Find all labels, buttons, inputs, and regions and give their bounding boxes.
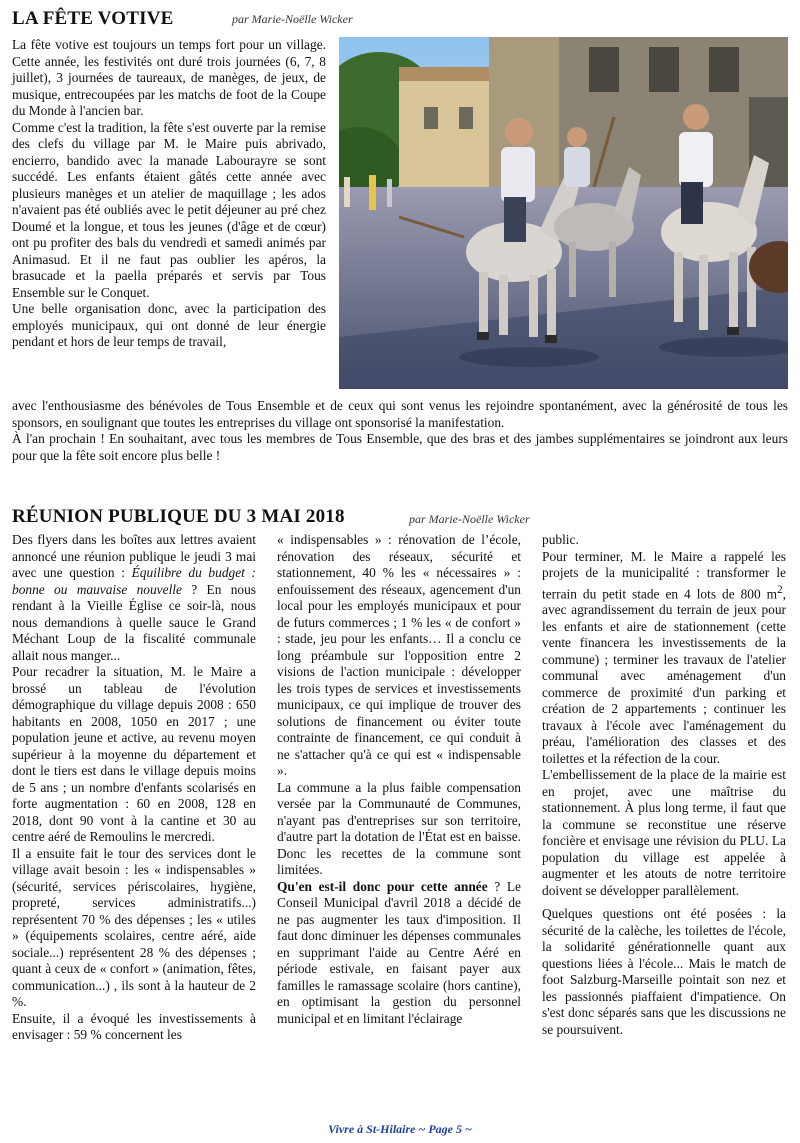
article1-paragraph: Une belle organisation donc, avec la participation des employés municipaux, qui ont donné de leur énergie pendant et hors de leur temps de travail, <box>12 301 326 349</box>
article2-paragraph: public. <box>542 532 579 547</box>
text-run: , avec agrandissement du terrain de jeux pour les enfants et aire de stationnement (cette vente financera les investissements de la commune) ; terminer les travaux de l'atelier communal avec aménagement d'un commerce de proximité d'un parking et création de 2 appartements ; continuer les travaux à l'école avec l'aménagement du préau, l'amélioration des classes et des toilettes et la réfection de la cour. <box>542 585 786 766</box>
subheading: Qu'en est-il donc pour cette année <box>277 878 488 894</box>
article2-paragraph: L'embellissement de la place de la mairie est en projet, avec une maîtrise du stationnement. À plus long terme, il faut que la commune se reconstitue une réserve foncière et envisage une révision du PLU. La population du village est appelée à augmenter et les atouts de notre territoire doivent se développer parallèlement. <box>542 767 786 898</box>
superscript: 2 <box>777 583 783 596</box>
article2-paragraph <box>12 532 256 664</box>
photo-illustration <box>339 37 788 389</box>
article1-paragraph: La fête votive est toujours un temps fort pour un village. Cette année, les festivités ont duré trois journées (6, 7, 8 juillet), 3 journées de taureaux, de manèges, de jeux, de musique, entrecoupées par les matchs de foot de la Coupe du Monde à l'ancien bar. <box>12 37 326 118</box>
article2-paragraph: Ensuite, il a évoqué les investissements à envisager : 59 % concernent les <box>12 1010 256 1042</box>
article2-paragraph: « indispensables » : rénovation de l’école, rénovation des réseaux, sécurité et stationnement, 40 % les « nécessaires » : enfouissement des réseaux, agencement d'un local pour les employés municipaux et pour de futurs commerces ; 1 % les « de confort » : stade, jeu pour les enfants… Il a conclu ce long préambule sur l'opposition entre 2 visions de l'action municipale : développer les trois types de services et investissements municipaux, ce qui implique de trouver des solutions de financement ou éviter toute contrainte de financement, ce qui conduit à ne s'attacher qu'à ce qui est « indispensable ». <box>277 532 521 778</box>
article2-column-1 <box>12 532 256 1044</box>
text-run: Pour terminer, M. le Maire a rappelé les projets de la municipalité : transformer le terrain du petit stade en 4 lots de 800 m <box>542 548 786 601</box>
article2-paragraph: Il a ensuite fait le tour des services dont le village avait besoin : les « indispensables » (sécurité, services périscolaires, hygiène, propreté, services administratifs...) représentent 70 % des dépenses ; les « utiles » (équipements scolaires, centre aéré, aide sociale...) représentent 28 % des dépenses ; quant à ceux de « confort » (animation, fêtes, communication...) , ils sont à la hauteur de 2 %. <box>12 845 256 1009</box>
article2-paragraph <box>277 879 521 1028</box>
article1-side-text <box>12 37 326 351</box>
article2-column-3 <box>542 532 786 1038</box>
article2-paragraph: Pour recadrer la situation, M. le Maire a brossé un tableau de l'évolution démographique du village depuis 2008 : 650 habitants en 2008, 1050 en 2017 ; une population jeune et active, au revenu moyen supérieur à la moyenne du département et dont le tiers est dans le village depuis moins de 5 ans ; un nombre d'enfants scolarisés en forte augmentation : 60 en 2008, 128 en 2018, dont 90 vont à la cantine et 30 au centre aéré de Remoulins le mercredi. <box>12 664 256 844</box>
article2-byline: par Marie-Noëlle Wicker <box>409 512 530 526</box>
article1-paragraph: Comme c'est la tradition, la fête s'est ouverte par la remise des clefs du village par M. le Maire puis abrivado, encierro, bandido avec la manade Labourayre se sont succédé. Les enfants étaient gâtés cette année avec plusieurs manèges et un atelier de maquillage ; les ados n'avaient pas été oubliés avec le petit déjeuner au pré chez Doumé et la longue, et tous les jeunes (d'âge et de cœur) ont pu profiter des bals du vendredi et samedi animés par Animasud. Et il ne faut pas oublier les apéros, la brasucade et la paella préparés et servis par Tous Ensemble sur le Conquet. <box>12 119 326 300</box>
horse-riders-photo <box>339 37 788 389</box>
article2-column-2 <box>277 532 521 1027</box>
article2-paragraph: Quelques questions ont été posées : la sécurité de la calèche, les toilettes de l'école, la solidarité générationnelle quant aux questions liées à l'école... Mais le match de foot Salzburg-Marseille pointait son nez et les passionnés piaffaient d'impatience. On s'est donc séparés sans que les discussions ne se poursuivent. <box>542 906 786 1037</box>
article1-paragraph: avec l'enthousiasme des bénévoles de Tous Ensemble et de ceux qui sont venus les rejoindre spontanément, avec la générosité de tous les sponsors, en soulignant que toutes les entreprises du village ont sponsorisé la manifestation. <box>12 398 788 430</box>
article1-title: LA FÊTE VOTIVE <box>12 8 174 29</box>
text-run: ? Le Conseil Municipal d'avril 2018 a décidé de ne pas augmenter les taux d'imposition. Il faut donc diminuer les dépenses communales en supprimant l'aide au Centre Aéré en période estivale, en faisant payer aux familles le ramassage scolaire (hors cantine), en optimisant la gestion du personnel municipal et en limitant l'éclairage <box>277 878 521 1026</box>
article1-paragraph: À l'an prochain ! En souhaitant, avec tous les membres de Tous Ensemble, que des bras et des jambes supplémentaires se joindront aux leurs pour que la fête soit encore plus belle ! <box>12 431 788 463</box>
article2-paragraph: La commune a la plus faible compensation versée par la Communauté de Communes, n'ayant pas d'entreprises sur son territoire, d'autre part la dotation de l'État est en baisse. Donc les recettes de la commune sont limitées. <box>277 779 521 877</box>
article2-title: RÉUNION PUBLIQUE DU 3 MAI 2018 <box>12 506 345 527</box>
article1-byline: par Marie-Noëlle Wicker <box>232 12 353 26</box>
page-footer: Vivre à St-Hilaire ~ Page 5 ~ <box>328 1122 472 1136</box>
article2-paragraph <box>542 549 786 768</box>
article1-full-text <box>12 398 788 464</box>
question-emphasis: Équilibre du budget : bonne ou mauvaise nouvelle <box>12 565 256 597</box>
text-run: Des flyers dans les boîtes aux lettres avaient annoncé une réunion publique le jeudi 3 mai avec une question : <box>12 532 256 580</box>
text-run: ? En nous rendant à la Vieille Église ce soir-là, nous nous demandions à quelle sauce le Grand Méchant Loup de la fiscalité communale allait nous manger... <box>12 581 256 663</box>
